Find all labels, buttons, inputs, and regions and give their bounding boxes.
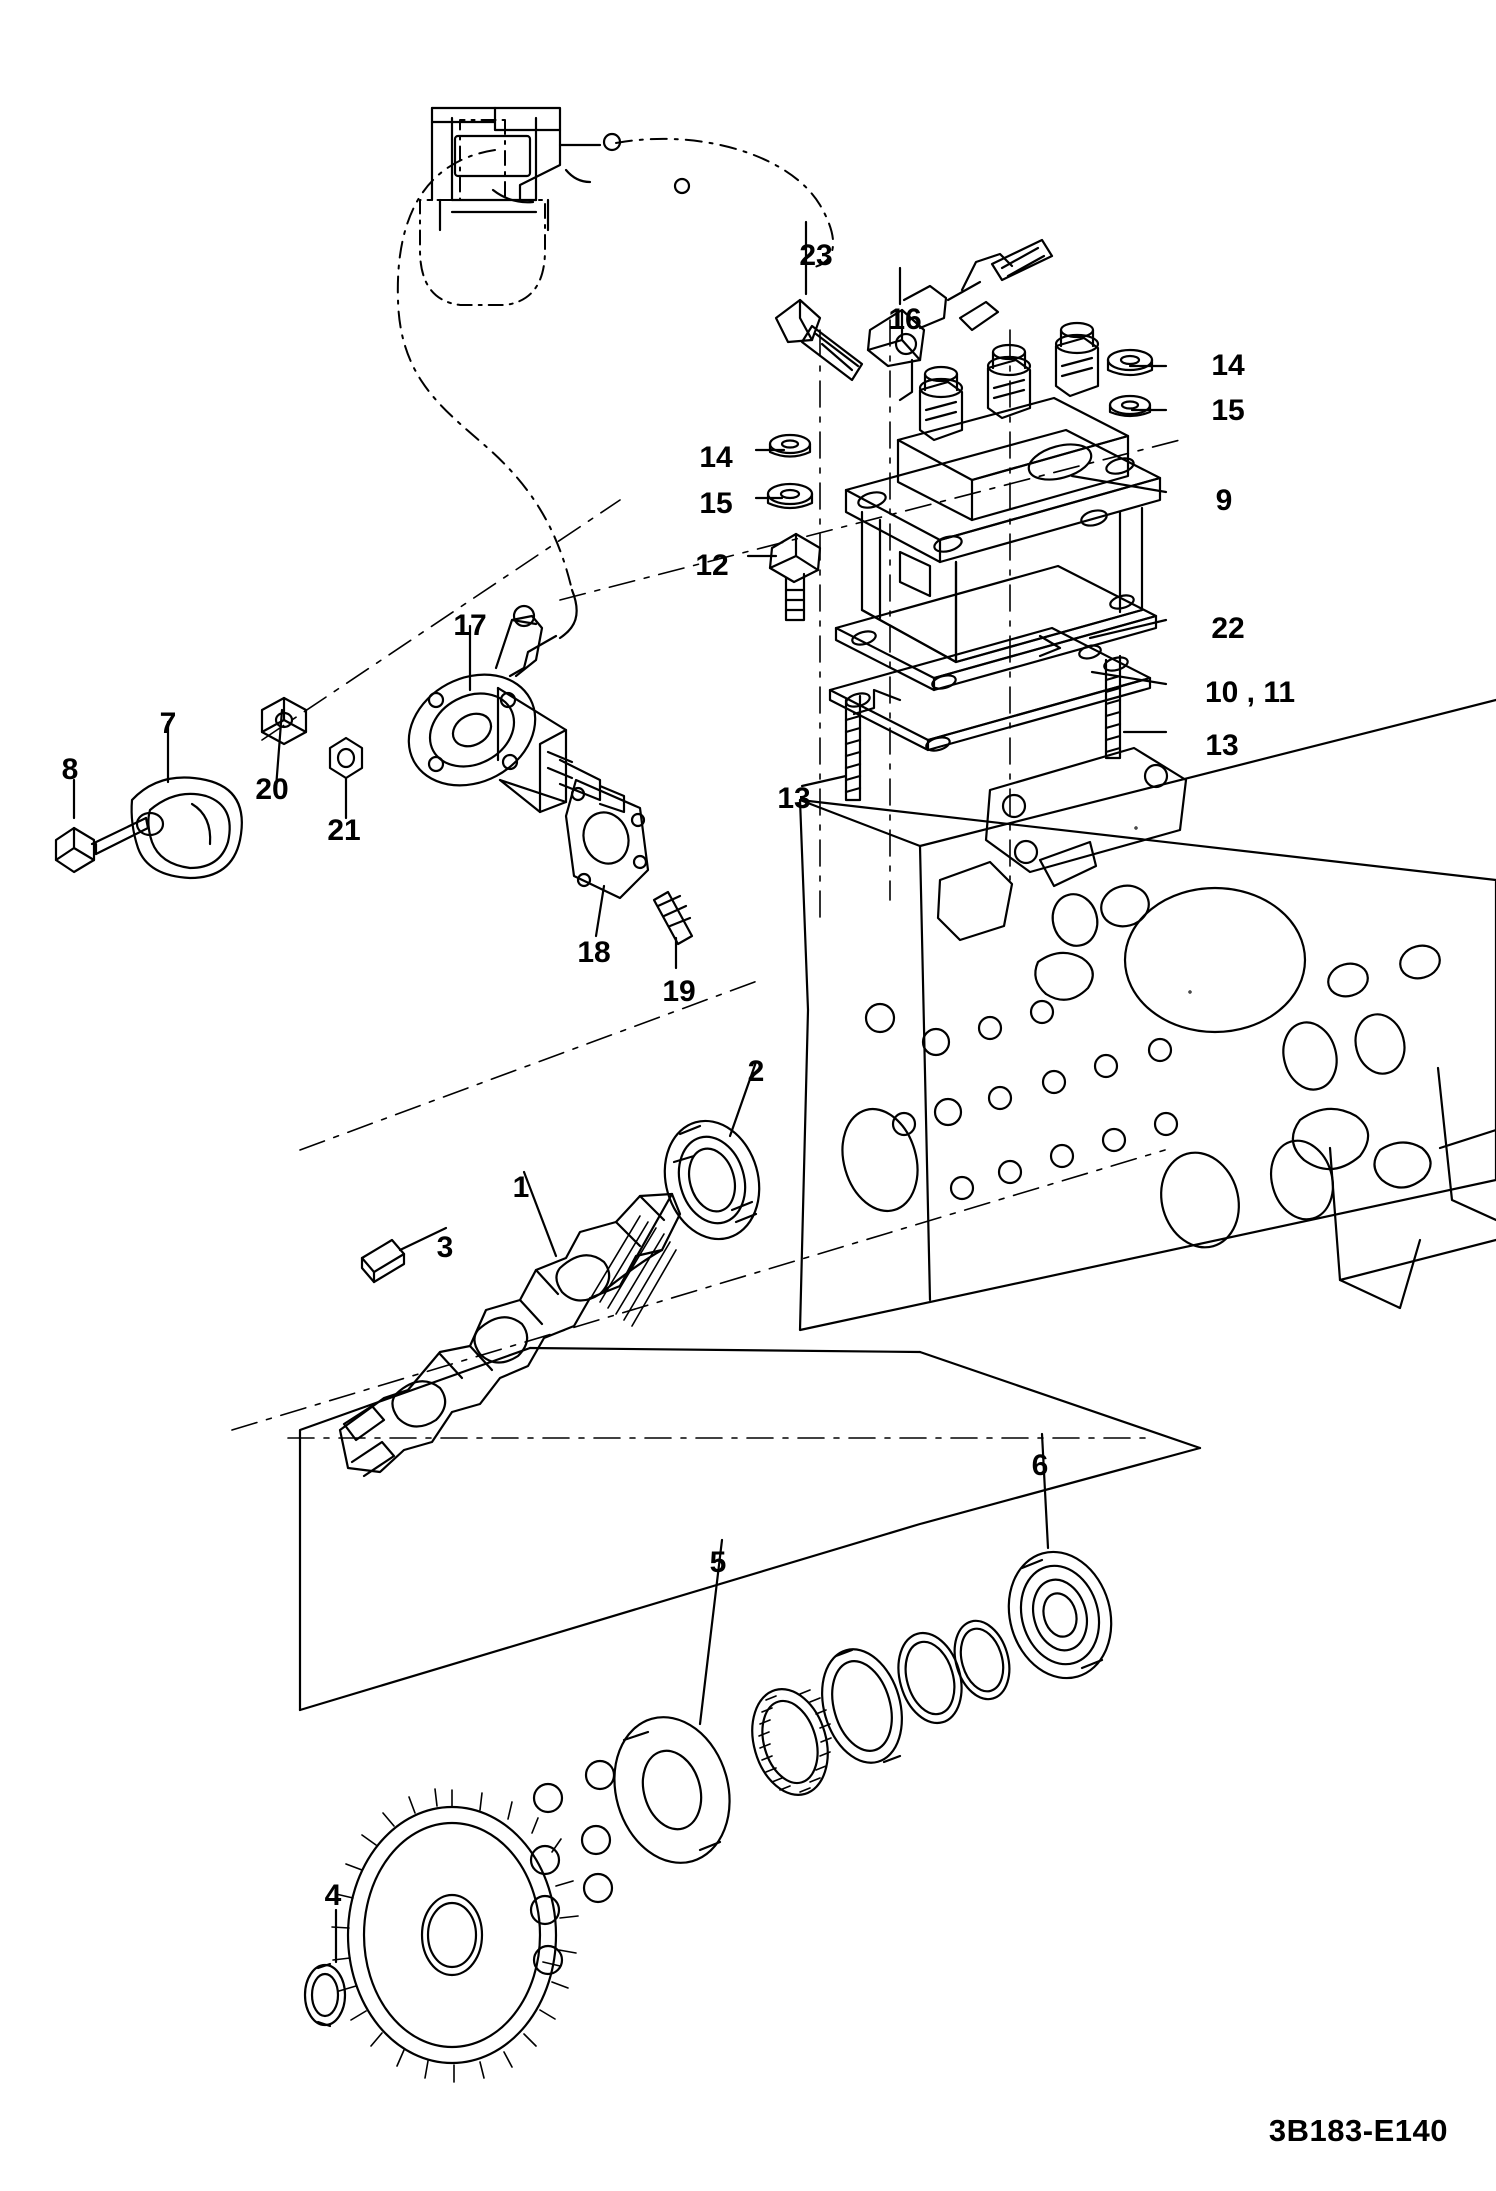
- callout-19: 19: [662, 975, 696, 1008]
- callout-14-left: 14: [699, 441, 733, 474]
- figure-code: 3B183-E140: [1268, 2113, 1448, 2148]
- callout-12: 12: [695, 549, 729, 582]
- callout-13-left: 13: [777, 782, 811, 815]
- callout-8: 8: [61, 753, 79, 786]
- callout-5: 5: [709, 1546, 727, 1579]
- callout-18: 18: [577, 936, 611, 969]
- callout-14-right: 14: [1211, 349, 1245, 382]
- callout-1: 1: [512, 1171, 530, 1204]
- callout-3: 3: [436, 1231, 454, 1264]
- callout-4: 4: [324, 1879, 342, 1912]
- callout-2: 2: [747, 1055, 765, 1088]
- callout-15-left: 15: [699, 487, 733, 520]
- callout-7: 7: [159, 707, 177, 740]
- callout-21: 21: [327, 814, 361, 847]
- callout-6: 6: [1031, 1449, 1049, 1482]
- callout-10-11: 10 , 11: [1204, 676, 1296, 709]
- callout-17: 17: [453, 609, 487, 642]
- callout-15-right: 15: [1211, 394, 1245, 427]
- callout-23: 23: [799, 239, 833, 272]
- callout-22: 22: [1211, 612, 1245, 645]
- callout-16: 16: [888, 303, 922, 336]
- callout-20: 20: [255, 773, 289, 806]
- callout-9: 9: [1215, 484, 1233, 517]
- callout-13-right: 13: [1205, 729, 1239, 762]
